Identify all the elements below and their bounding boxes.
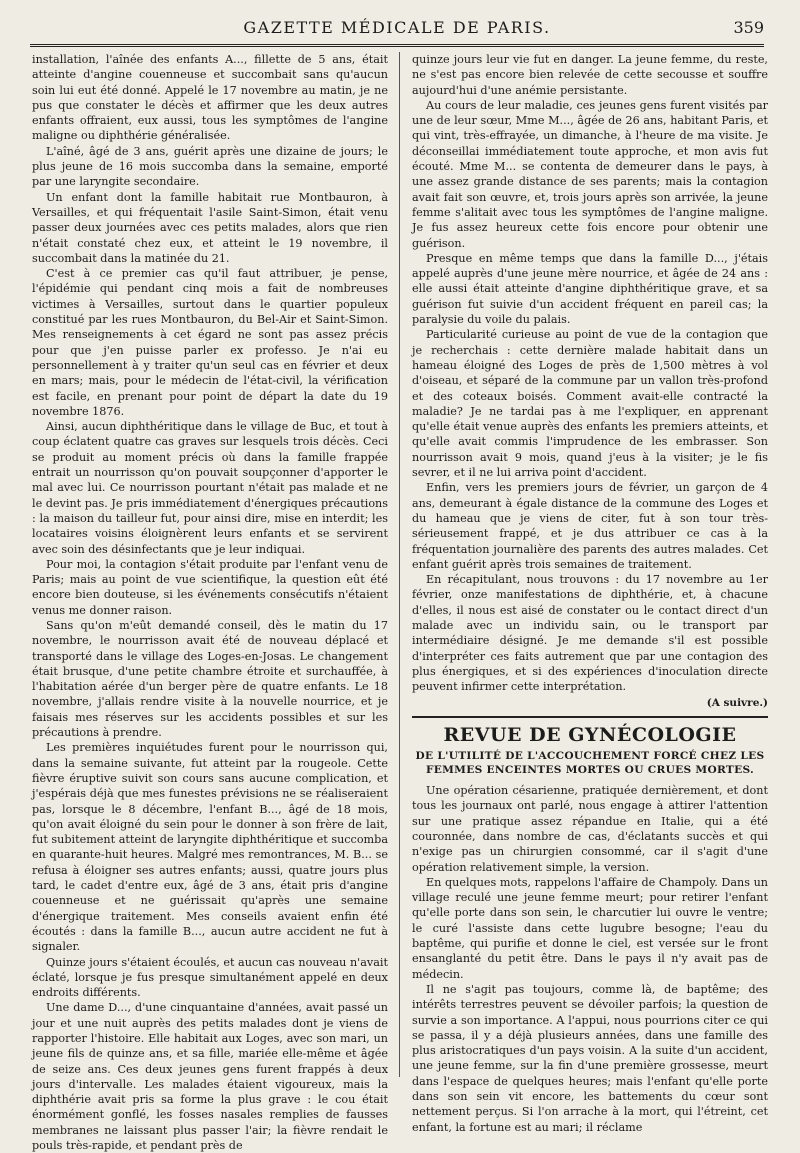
paragraph: Les premières inquiétudes furent pour le nourrisson qui, dans la semaine suivante, fut atteint par la rougeole. Cette fièvre éruptive suivit son cours sans aucune complication, et j'espérais déjà que mes funestes prévisions ne se réaliseraient pas, lorsque le 8 décembre, l'enfant B..., âgé de 18 mois, qu'on avait éloigné du sein pour le donner à son frère de lait, fut subitement atteint de laryngite diphthéritique et succomba en quarante-huit heures. Malgré mes remontrances, M. B... se refusa à éloigner ses autres enfants; aussi, quatre jours plus tard, le cadet d'entre eux, âgé de 3 ans, était pris d'angine couenneuse et ne guérissait qu'après une semaine d'énergique traitement. Mes conseils avaient enfin été écoutés : dans la famille B..., aucun autre accident ne fut à signaler. [32, 741, 388, 954]
left-column [32, 52, 388, 1153]
section-title: REVUE DE GYNÉCOLOGIE [443, 723, 737, 746]
paragraph: Presque en même temps que dans la famille D..., j'étais appelé auprès d'une jeune mère nourrice, et âgée de 24 ans : elle aussi était atteinte d'angine diphthéritique grave, et sa guérison fut suivie d'un accident fréquent en pareil cas; la paralysie du voile du palais. [412, 251, 768, 327]
paragraph: quinze jours leur vie fut en danger. La jeune femme, du reste, ne s'est pas encore bien relevée de cette secousse et souffre aujourd'hui d'une anémie persistante. [412, 53, 768, 97]
to-be-continued: (A suivre.) [706, 697, 768, 710]
paragraph: Ainsi, aucun diphthéritique dans le village de Buc, et tout à coup éclatent quatre cas graves sur lesquels trois décès. Ceci se produit au moment précis où dans la famille frappée entrait un nourrisson qu'on pouvait soupçonner d'apporter le mal avec lui. Ce nourrisson pourtant n'était pas malade et ne le devint pas. Je pris immédiatement d'énergiques précautions : la maison du tailleur fut, pour ainsi dire, mise en interdit; les locataires voisins éloignèrent leurs enfants et se servirent avec soin des désinfectants que je leur indiquai. [32, 420, 388, 556]
paragraph: C'est à ce premier cas qu'il faut attribuer, je pense, l'épidémie qui pendant cinq mois a fait de nombreuses victimes à Versailles, surtout dans le quartier populeux constitué par les rues Montbauron, du Bel-Air et Saint-Simon. Mes renseignements à cet égard ne sont pas assez précis pour que j'en puisse parler ex professo. Je n'ai eu personnellement à y traiter qu'un seul cas en février et deux en mars; mais, pour le médecin de l'état-civil, la vérification est facile, en prenant pour point de départ la date du 19 novembre 1876. [32, 267, 388, 418]
paragraph: Une dame D..., d'une cinquantaine d'années, avait passé un jour et une nuit auprès des petits malades dont je viens de rapporter l'histoire. Elle habitait aux Loges, avec son mari, un jeune fils de quinze ans, et sa fille, mariée elle-même et âgée de seize ans. Ces deux jeunes gens furent frappés à deux jours d'intervalle. Les malades étaient vigoureux, mais la diphthérie avait pris sa forme la plus grave : le cou était énormément gonflé, les fosses nasales remplies de fausses membranes ne laissant plus passer l'air; la fièvre rendait le pouls très-rapide, et pendant près de [32, 1001, 388, 1153]
journal-title: GAZETTE MÉDICALE DE PARIS. [243, 18, 551, 37]
paragraph: Enfin, vers les premiers jours de février, un garçon de 4 ans, demeurant à égale distance de la commune des Loges et du hameau que je viens de citer, fut à son tour très-sérieusement frappé, et je dus attribuer ce cas à la fréquentation journalière des parents des autres malades. Cet enfant guérit après trois semaines de traitement. [412, 481, 768, 571]
article-end-rule [412, 716, 768, 718]
column-separator [399, 52, 400, 1077]
page-number: 359 [733, 18, 764, 37]
paragraph: Sans qu'on m'eût demandé conseil, dès le matin du 17 novembre, le nourrisson avait été de nouveau déplacé et transporté dans le village des Loges-en-Josas. Le changement était brusque, d'une petite chambre étroite et surchauffée, à l'habitation aérée d'un berger père de quatre enfants. Le 18 novembre, j'allais rendre visite à la nouvelle nourrice, et je faisais mes réserves sur les accidents possibles et sur les précautions à prendre. [32, 618, 388, 740]
header-rule [30, 44, 764, 47]
paragraph: Une opération césarienne, pratiquée dernièrement, et dont tous les journaux ont parlé, nous engage à attirer l'attention sur une pratique assez répandue en Italie, qui a été couronnée, dans nombre de cas, d'éclatants succès et qui n'exige pas un chirurgien consommé, car il s'agit d'une opération relativement simple, la version. [412, 784, 768, 874]
section-subtitle: DE L'UTILITÉ DE L'ACCOUCHEMENT FORCÉ CHEZ LES FEMMES ENCEINTES MORTES OU CRUES MORTES. [415, 750, 765, 777]
paragraph: Quinze jours s'étaient écoulés, et aucun cas nouveau n'avait éclaté, lorsque je fus presque simultanément appelé en deux endroits différents. [32, 955, 388, 1000]
paragraph: installation, l'aînée des enfants A..., fillette de 5 ans, était atteinte d'angine couenneuse et succombait sans qu'aucun soin lui eut été donné. Appelé le 17 novembre au matin, je ne pus que constater le décès et affirmer que les deux autres enfants offraient, eux aussi, tous les symptômes de l'angine maligne ou diphthérie généralisée. [32, 53, 388, 143]
paragraph: Il ne s'agit pas toujours, comme là, de baptême; des intérêts terrestres peuvent se dévoiler parfois; la question de survie a son importance. A l'appui, nous pourrions citer ce qui se passa, il y a déjà plusieurs années, dans une famille des plus aristocratiques d'un pays voisin. A la suite d'un accident, une jeune femme, sur la fin d'une première grossesse, meurt dans l'espace de quelques heures; mais l'enfant qu'elle porte dans son sein vit encore, les battements du cœur sont nettement perçus. Si l'on arrache à la mort, qui l'étreint, cet enfant, la fortune est au mari; il réclame [412, 982, 768, 1134]
page-header [30, 10, 764, 44]
paragraph: En quelques mots, rappelons l'affaire de Champoly. Dans un village reculé une jeune femme meurt; pour retirer l'enfant qu'elle porte dans son sein, le charcutier lui ouvre le ventre; le curé l'assiste dans cette lugubre besogne; l'eau du baptême, qui purifie et donne le ciel, est versée sur le front ensanglanté du petit être. Dans le pays il n'y avait pas de médecin. [412, 875, 768, 981]
paragraph: En récapitulant, nous trouvons : du 17 novembre au 1er février, onze manifestations de diphthérie, et, à chacune d'elles, il nous est aisé de constater ou le contact direct d'un malade avec un individu sain, ou le transport par intermédiaire désigné. Je me demande s'il est possible d'interpréter ces faits autrement que par une contagion des plus énergiques, et si des expériences d'inoculation directe peuvent infirmer cette interprétation. [412, 573, 768, 694]
paragraph: Au cours de leur maladie, ces jeunes gens furent visités par une de leur sœur, Mme M..., âgée de 26 ans, habitant Paris, et qui vint, très-effrayée, un dimanche, à l'heure de ma visite. Je déconseillai immédiatement toute approche, et mon avis fut écouté. Mme M... se contenta de demeurer dans le pays, à une assez grande distance de ses parents; mais la contagion avait fait son œuvre, et, trois jours après son arrivée, la jeune femme s'alitait avec tous les symptômes de l'angine maligne. Je fus assez heureux cette fois encore pour obtenir une guérison. [412, 98, 768, 250]
paragraph: Particularité curieuse au point de vue de la contagion que je recherchais : cette dernière malade habitait dans un hameau éloigné des Loges de près de 1,500 mètres à vol d'oiseau, et séparé de la commune par un vallon très-profond et des coteaux boisés. Comment avait-elle contracté la maladie? Je ne tardai pas à me l'expliquer, en apprenant qu'elle était venue auprès des enfants les premiers atteints, et qu'elle avait commis l'imprudence de les embrasser. Son nourrisson avait 9 mois, quand j'eus à la visiter; je le fis sevrer, et il ne lui arriva point d'accident. [412, 328, 768, 480]
paragraph: L'aîné, âgé de 3 ans, guérit après une dizaine de jours; le plus jeune de 16 mois succomba dans la semaine, emporté par une laryngite secondaire. [32, 144, 388, 189]
paragraph: Pour moi, la contagion s'était produite par l'enfant venu de Paris; mais au point de vue scientifique, la question eût été encore bien douteuse, si les événements consécutifs n'étaient venus me donner raison. [32, 557, 388, 617]
paragraph: Un enfant dont la famille habitait rue Montbauron, à Versailles, et qui fréquentait l'asile Saint-Simon, était venu passer deux journées avec ces petits malades, alors que rien n'était constaté chez eux, et atteint le 19 novembre, il succombait dans la matinée du 21. [32, 190, 388, 265]
right-column [412, 52, 768, 1134]
